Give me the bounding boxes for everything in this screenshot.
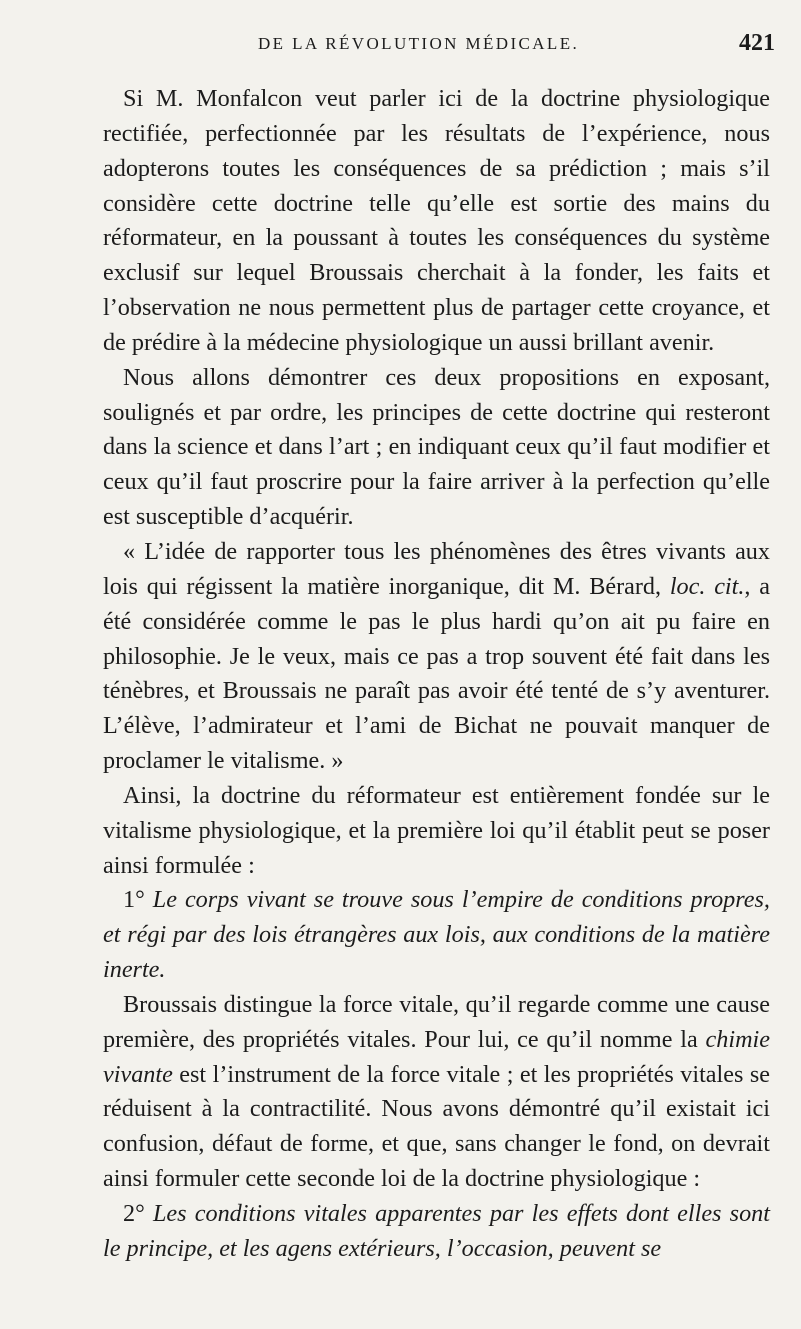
paragraph-text-start: Broussais distingue la force vitale, qu’il regarde comme une cause première, des propriétés vitales. Pour lui, ce qu’il nomme la (103, 990, 770, 1053)
paragraph-monfalcon: Si M. Monfalcon veut parler ici de la doctrine physiologique rectifiée, perfectionnée par les résultats de l’expérience, nous adopterons toutes les conséquences de sa prédiction ; mais s’il considère cette doctrine telle qu’elle est sortie des mains du réformateur, en la poussant à toutes les conséquences du système exclusif sur lequel Broussais cherchait à la fonder, les faits et l’observation ne nous permettent plus de partager cette croyance, et de prédire à la médecine physiologique un aussi brillant avenir. (103, 85, 770, 356)
law-statement: Les conditions vitales apparentes par les effets dont elles sont le principe, et les agens extérieurs, l’occasion, peuvent se (103, 1200, 770, 1262)
citation-reference: loc. cit. (669, 572, 745, 600)
law-number: 1° (123, 886, 153, 914)
law-statement: Le corps vivant se trouve sous l’empire de conditions propres, et régi par des lois étrangères aux lois, aux conditions de la matière inerte. (103, 886, 770, 984)
law-number: 2° (123, 1200, 153, 1227)
paragraph-first-law-intro: Ainsi, la doctrine du réformateur est entièrement fondée sur le vitalisme physiologique, et la première loi qu’il établit peut se poser ainsi formulée : (103, 781, 770, 879)
body-text (103, 82, 770, 1267)
paragraph-vital-force (103, 988, 770, 1197)
paragraph-text-end: est l’instrument de la force vitale ; et les propriétés vitales se réduisent à la contractilité. Nous avons démontré qu’il existait ici confusion, défaut de forme, et que, sans changer le fond, on devrait ainsi formuler cette seconde loi de la doctrine physiologique : (103, 1060, 770, 1193)
paragraph-berard-quote (103, 535, 770, 779)
page-number: 421 (739, 30, 775, 56)
quote-text-end: , a été considérée comme le pas le plus hardi qu’on ait pu faire en philosophie. Je le veux, mais ce pas a trop souvent été fait dans les ténèbres, et Broussais ne paraît pas avoir été tenté de s’y aventurer. L’élève, l’admirateur et l’ami de Bichat ne pouvait manquer de proclamer le vitalisme. » (103, 572, 770, 775)
running-title: DE LA RÉVOLUTION MÉDICALE. (258, 34, 580, 53)
emphasis-term: chimie vivante (103, 1025, 770, 1088)
page-header (0, 30, 801, 60)
paragraph-propositions: Nous allons démontrer ces deux propositions en exposant, soulignés et par ordre, les principes de cette doctrine qui resteront dans la science et dans l’art ; en indiquant ceux qu’il faut modifier et ceux qu’il faut proscrire pour la faire arriver à la perfection qu’elle est susceptible d’acquérir. (103, 363, 770, 531)
quote-text-start: « L’idée de rapporter tous les phénomènes des êtres vivants aux lois qui régissent la matière inorganique, dit M. Bérard, (103, 537, 770, 600)
paragraph-second-law (103, 1197, 770, 1267)
paragraph-first-law (103, 883, 770, 988)
